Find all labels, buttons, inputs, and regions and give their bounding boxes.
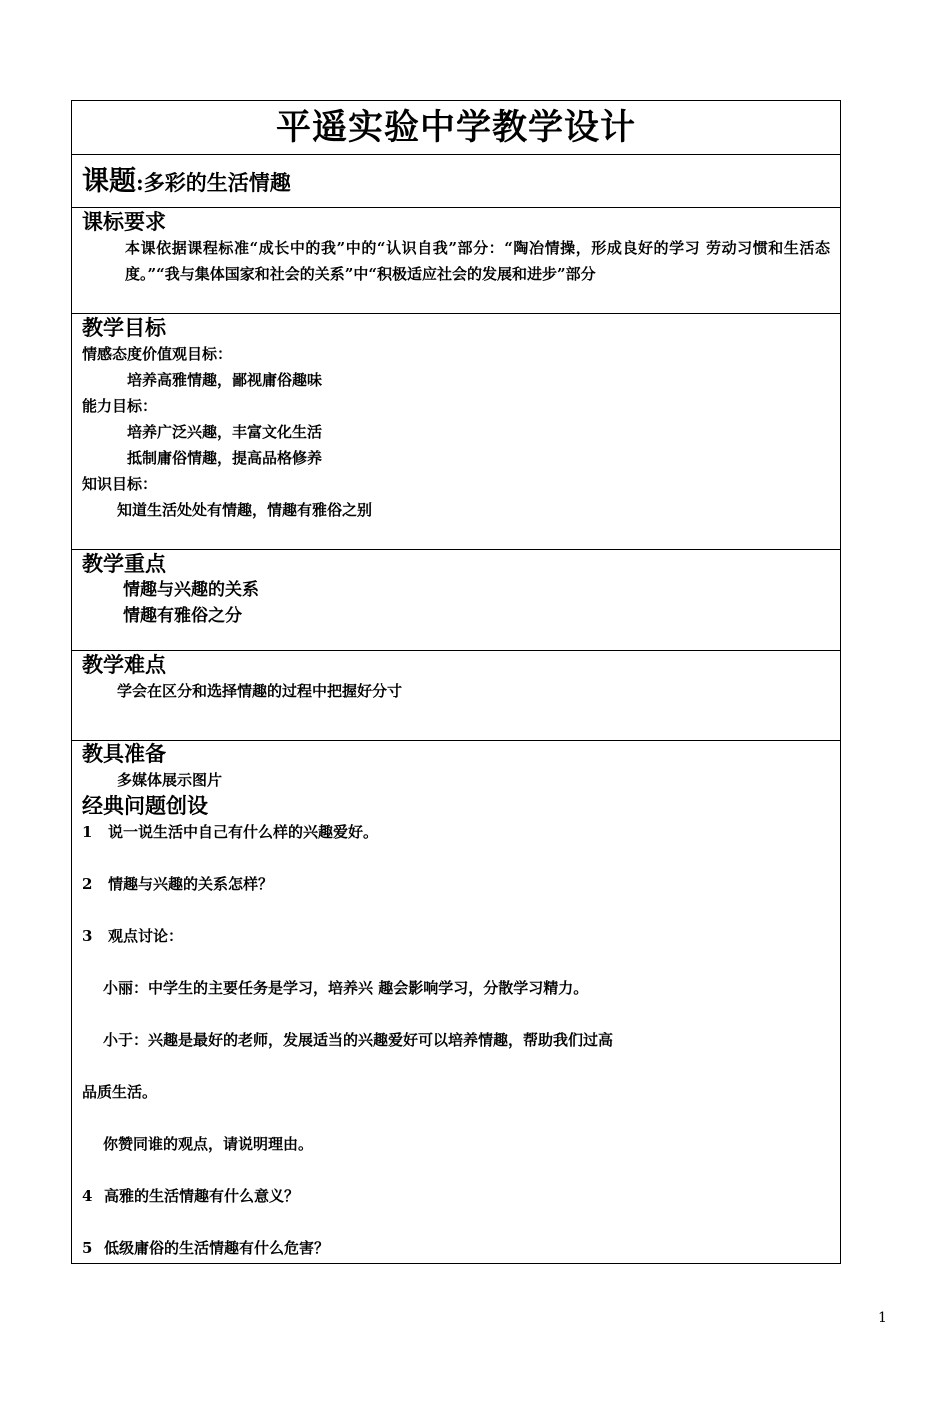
standards-heading: 课标要求 — [82, 209, 166, 234]
topic-row — [72, 155, 840, 208]
knowledge-objective-label: 知识目标： — [82, 475, 158, 493]
title-row — [72, 101, 840, 155]
ability-objective-item: 培养广泛兴趣，丰富文化生活 — [127, 423, 323, 441]
questions-heading: 经典问题创设 — [82, 793, 208, 818]
question-text: 说一说生活中自己有什么样的兴趣爱好。 — [108, 823, 379, 841]
question-item — [82, 871, 830, 923]
lesson-plan-table — [71, 100, 841, 1264]
materials-heading: 教具准备 — [82, 741, 166, 766]
difficulties-text: 学会在区分和选择情趣的过程中把握好分寸 — [117, 682, 403, 700]
ability-objective-item: 抵制庸俗情趣，提高品格修养 — [127, 449, 323, 467]
ability-objective-label: 能力目标： — [82, 397, 158, 415]
standards-section — [72, 208, 840, 314]
question-number: 3 — [82, 927, 93, 945]
discussion-xiaoli: 小丽：中学生的主要任务是学习，培养兴 趣会影响学习，分散学习精力。 — [103, 979, 589, 997]
key-point-item: 情趣与兴趣的关系 — [123, 580, 259, 600]
discussion-xiaoyu: 小于：兴趣是最好的老师，发展适当的兴趣爱好可以培养情趣，帮助我们过高 — [103, 1031, 614, 1049]
discussion-xiaoyu-continued: 品质生活。 — [82, 1083, 158, 1101]
question-text: 低级庸俗的生活情趣有什么危害？ — [104, 1239, 330, 1257]
question-number: 5 — [82, 1239, 93, 1257]
key-points-heading: 教学重点 — [82, 551, 166, 576]
question-number: 2 — [82, 875, 93, 893]
page-number: 1 — [878, 1310, 887, 1326]
question-item — [82, 1183, 830, 1235]
question-item — [82, 923, 830, 975]
question-number: 1 — [82, 823, 93, 841]
knowledge-objective-item: 知道生活处处有情趣，情趣有雅俗之别 — [117, 501, 373, 519]
emotion-objective-label: 情感态度价值观目标： — [82, 345, 233, 363]
standards-text: 本课依据课程标准“成长中的我”中的“认识自我”部分：“陶冶情操，形成良好的学习 劳动习惯和生活态度。”“我与集体国家和社会的关系”中“积极适应社会的发展和进步”部分 — [125, 239, 830, 283]
topic-text: :多彩的生活情趣 — [136, 170, 291, 195]
question-item — [82, 1235, 830, 1263]
document-title: 平遥实验中学教学设计 — [275, 107, 636, 148]
difficulties-heading: 教学难点 — [82, 652, 166, 677]
emotion-objective-item: 培养高雅情趣，鄙视庸俗趣味 — [127, 371, 323, 389]
topic-label: 课题 — [82, 166, 136, 197]
question-text: 高雅的生活情趣有什么意义？ — [104, 1187, 300, 1205]
questions-section — [72, 741, 840, 1263]
materials-text: 多媒体展示图片 — [117, 771, 223, 789]
question-text: 观点讨论： — [108, 927, 184, 945]
discussion-prompt: 你赞同谁的观点，请说明理由。 — [103, 1135, 314, 1153]
question-number: 4 — [82, 1187, 93, 1205]
objectives-heading: 教学目标 — [82, 315, 166, 340]
objectives-section — [72, 314, 840, 550]
question-text: 情趣与兴趣的关系怎样？ — [108, 875, 274, 893]
difficulties-section — [72, 651, 840, 741]
key-points-section — [72, 550, 840, 651]
key-point-item: 情趣有雅俗之分 — [123, 606, 242, 626]
question-item — [82, 819, 830, 871]
